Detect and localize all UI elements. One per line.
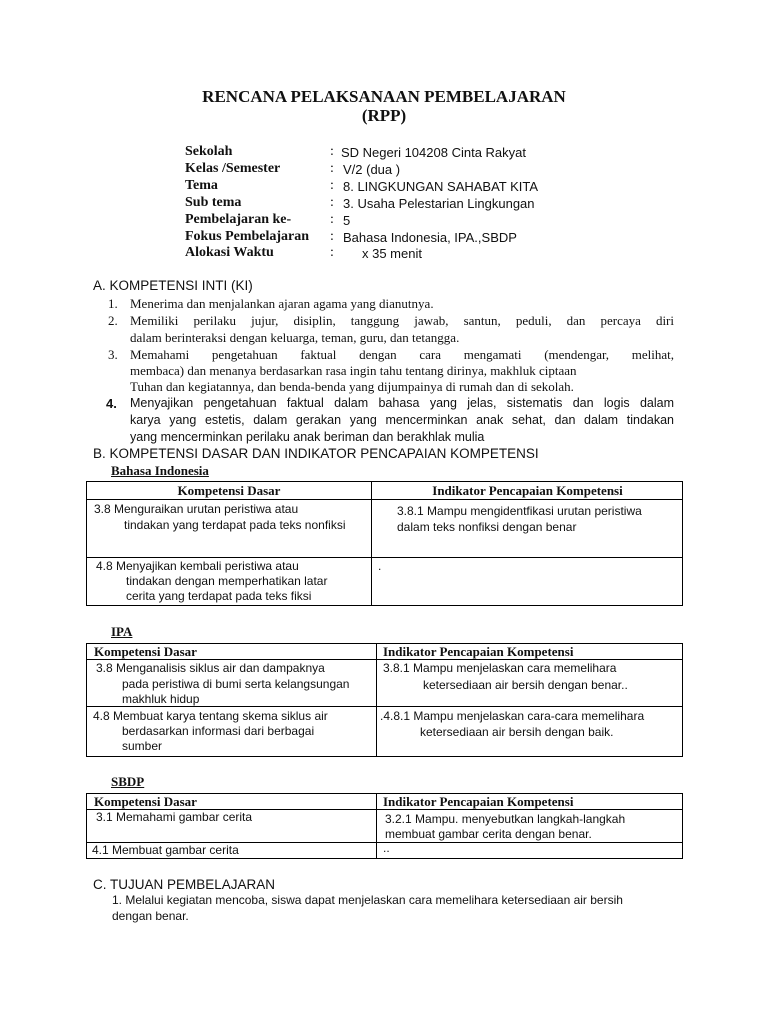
indicator-header-label: Indikator Pencapaian Kompetensi: [432, 483, 623, 498]
tujuan-line: dengan benar.: [112, 909, 189, 923]
kd-text-line: berdasarkan informasi dari berbagai: [122, 724, 315, 738]
kd-text-line: makhluk hidup: [122, 692, 200, 706]
indicator-cell: [377, 660, 683, 707]
kd-text-line: sumber: [122, 739, 163, 753]
kd-text-line: tindakan dengan memperhatikan latar: [126, 574, 328, 588]
kd-table-bahasa: [86, 481, 683, 606]
indicator-header-label: Indikator Pencapaian Kompetensi: [383, 644, 574, 659]
ki-item-line: Memiliki perilaku jujur, disiplin, tanggung jawab, santun, peduli, dan percaya diri: [130, 313, 674, 328]
indicator-text-line: 3.8.1 Mampu menjelaskan cara memelihara: [383, 661, 617, 675]
indicator-cell: [372, 558, 683, 606]
identity-value-kelas: V/2 (dua ): [343, 162, 401, 177]
indicator-header: [377, 644, 683, 660]
identity-sep: :: [330, 229, 334, 244]
kd-header-label: Kompetensi Dasar: [94, 644, 197, 659]
indicator-header-label: Indikator Pencapaian Kompetensi: [383, 794, 574, 809]
kd-header-label: Kompetensi Dasar: [94, 794, 197, 809]
section-a-heading: A. KOMPETENSI INTI (KI): [93, 278, 253, 293]
identity-sep: :: [330, 212, 334, 227]
indicator-text-line: 3.2.1 Mampu. menyebutkan langkah-langkah: [385, 812, 626, 826]
table-row: [87, 707, 683, 757]
identity-label-pembelajaran: Pembelajaran ke-: [185, 212, 292, 227]
kd-cell: [87, 707, 377, 757]
identity-sep: :: [330, 178, 334, 193]
indicator-text-line: ketersediaan air bersih dengan baik.: [420, 725, 614, 739]
kd-header: [87, 482, 372, 500]
ki-item-line: Memahami pengetahuan faktual dengan cara mengamati (mendengar, melihat,: [130, 347, 674, 362]
identity-label-tema: Tema: [185, 178, 218, 193]
kd-text-line: 3.8 Menguraikan urutan peristiwa atau: [94, 502, 299, 516]
ki-number: 3.: [108, 347, 118, 362]
identity-value-fokus: Bahasa Indonesia, IPA.,SBDP: [343, 230, 517, 245]
kd-table-ipa: [86, 643, 683, 757]
table-row: [87, 660, 683, 707]
ki-item-line: Menerima dan menjalankan ajaran agama yang dianutnya.: [130, 296, 434, 311]
identity-value-alokasi: x 35 menit: [362, 246, 422, 261]
identity-value-tema: 8. LINGKUNGAN SAHABAT KITA: [343, 179, 539, 194]
kd-cell: [87, 810, 377, 843]
ki-item-line: Tuhan dan kegiatannya, dan benda-benda yang dijumpainya di rumah dan di sekolah.: [130, 379, 574, 394]
identity-label-sekolah: Sekolah: [185, 144, 233, 159]
table-row: [87, 500, 683, 558]
identity-sep: :: [330, 161, 334, 176]
kd-text-line: tindakan yang terdapat pada teks nonfiksi: [124, 518, 346, 532]
sbdp-title: SBDP: [111, 774, 145, 789]
indicator-cell: [372, 500, 683, 558]
kd-text-line: pada peristiwa di bumi serta kelangsungan: [122, 677, 350, 691]
ki-item-line: yang mencerminkan perilaku anak beriman dan berakhlak mulia: [130, 430, 485, 444]
indicator-header: [377, 794, 683, 810]
identity-value-subtema: 3. Usaha Pelestarian Lingkungan: [343, 196, 535, 211]
section-c-heading: C. TUJUAN PEMBELAJARAN: [93, 877, 276, 892]
ki-item-line: dalam berinteraksi dengan keluarga, teman, guru, dan tetangga.: [130, 330, 460, 345]
kd-header: [87, 644, 377, 660]
kd-text-line: 4.8 Membuat karya tentang skema siklus air: [93, 709, 328, 723]
identity-label-subtema: Sub tema: [185, 195, 242, 210]
document-title: RENCANA PELAKSANAAN PEMBELAJARAN: [202, 87, 566, 106]
identity-sep: :: [330, 195, 334, 210]
ki-number: 4.: [106, 396, 117, 411]
kd-header: [87, 794, 377, 810]
indicator-cell: [377, 843, 683, 859]
identity-value-sekolah: SD Negeri 104208 Cinta Rakyat: [341, 145, 526, 160]
tujuan-line: 1. Melalui kegiatan mencoba, siswa dapat menjelaskan cara memelihara ketersediaan air bersih: [112, 893, 623, 907]
indicator-text-line: ..: [383, 841, 390, 855]
indicator-text-line: ketersediaan air bersih dengan benar..: [423, 678, 628, 692]
kd-cell: [87, 843, 377, 859]
bahasa-indonesia-title: Bahasa Indonesia: [111, 463, 209, 478]
document-subtitle: (RPP): [361, 106, 407, 125]
indicator-text-line: dalam teks nonfiksi dengan benar: [397, 520, 577, 534]
kd-header-label: Kompetensi Dasar: [177, 483, 281, 498]
kd-text-line: 4.1 Membuat gambar cerita: [92, 843, 239, 857]
table-row: [87, 558, 683, 606]
kd-text-line: 3.1 Memahami gambar cerita: [96, 810, 253, 824]
identity-label-alokasi: Alokasi Waktu: [185, 245, 274, 260]
ki-item-line: Menyajikan pengetahuan faktual dalam bahasa yang jelas, sistematis dan logis dalam: [130, 396, 674, 410]
kd-cell: [87, 500, 372, 558]
indicator-cell: [377, 707, 683, 757]
ki-item-line: karya yang estetis, dalam gerakan yang mencerminkan anak sehat, dan dalam tindakan: [130, 413, 674, 427]
identity-label-kelas: Kelas /Semester: [185, 161, 281, 176]
indicator-header: [372, 482, 683, 500]
indicator-text-line: .4.8.1 Mampu menjelaskan cara-cara memelihara: [380, 709, 645, 723]
kd-text-line: cerita yang terdapat pada teks fiksi: [126, 589, 312, 603]
indicator-text-line: membuat gambar cerita dengan benar.: [385, 827, 592, 841]
ki-number: 1.: [108, 296, 118, 311]
kd-table-sbdp: [86, 793, 683, 859]
indicator-cell: [377, 810, 683, 843]
ipa-title: IPA: [111, 624, 133, 639]
identity-label-fokus: Fokus Pembelajaran: [185, 229, 310, 244]
indicator-text-line: 3.8.1 Mampu mengidentfikasi urutan peristiwa: [397, 504, 642, 518]
table-row: [87, 810, 683, 843]
ki-item-line: membaca) dan menanya berdasarkan rasa ingin tahu tentang dirinya, makhluk ciptaan: [130, 363, 577, 378]
table-row: [87, 843, 683, 859]
identity-sep: :: [330, 245, 334, 260]
indicator-text-line: .: [378, 559, 382, 573]
identity-sep: :: [330, 144, 334, 159]
kd-text-line: 3.8 Menganalisis siklus air dan dampaknya: [96, 661, 325, 675]
section-b-heading: B. KOMPETENSI DASAR DAN INDIKATOR PENCAPAIAN KOMPETENSI: [93, 446, 539, 461]
kd-cell: [87, 558, 372, 606]
kd-cell: [87, 660, 377, 707]
identity-value-pembelajaran: 5: [343, 213, 351, 228]
ki-number: 2.: [108, 313, 118, 328]
kd-text-line: 4.8 Menyajikan kembali peristiwa atau: [96, 559, 299, 573]
